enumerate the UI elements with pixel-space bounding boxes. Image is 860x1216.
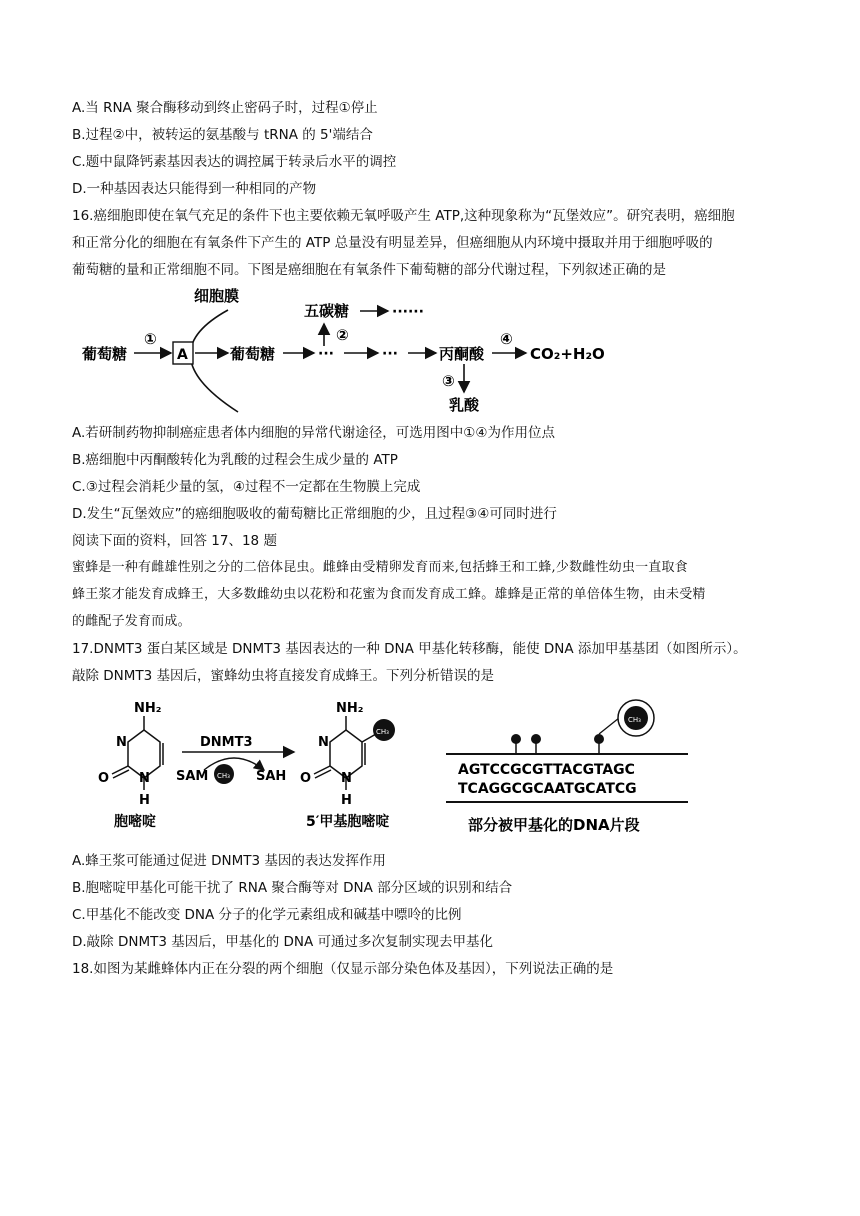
glucose-inside-label: 葡萄糖 <box>230 345 276 363</box>
cytosine-structure <box>112 716 163 790</box>
step-4-label: ④ <box>500 330 513 348</box>
step-2-label: ② <box>336 326 349 344</box>
passage-line1: 蜜蜂是一种有雌雄性别之分的二倍体昆虫。雌蜂由受精卵发育而来,包括蜂王和工蜂,少数雌性幼虫一直取食 <box>72 560 688 575</box>
o-right: O <box>300 771 312 786</box>
q17-option-b: B.胞嘧啶甲基化可能干扰了 RNA 聚合酶等对 DNA 部分区域的识别和结合 <box>72 880 513 896</box>
methyl-label-callout: CH₃ <box>628 716 641 724</box>
passage-line2: 蜂王浆才能发育成蜂王，大多数雌幼虫以花粉和花蜜为食而发育成工蜂。雄蜂是正常的单倍体生物，由未受精 <box>72 587 706 602</box>
q15-option-a: A.当 RNA 聚合酶移动到终止密码子时，过程①停止 <box>72 100 378 116</box>
enzyme-label: DNMT3 <box>200 735 253 750</box>
membrane-label: 细胞膜 <box>194 287 240 305</box>
q15-option-b: B.过程②中，被转运的氨基酸与 tRNA 的 5'端结合 <box>72 127 373 143</box>
h-left: H <box>139 793 150 808</box>
cytosine-label: 胞嘧啶 <box>114 814 156 830</box>
step-3-label: ③ <box>442 372 455 390</box>
carrier-label: A <box>177 347 188 363</box>
q17-option-d: D.敲除 DNMT3 基因后，甲基化的 DNA 可通过多次复制实现去甲基化 <box>72 934 494 950</box>
dna-fragment-caption: 部分被甲基化的DNA片段 <box>468 816 640 834</box>
passage-intro: 阅读下面的资料，回答 17、18 题 <box>72 533 277 549</box>
n-bottom-right: N <box>341 771 352 786</box>
q16-option-c: C.③过程会消耗少量的氢，④过程不一定都在生物膜上完成 <box>72 479 421 495</box>
glucose-metabolism-diagram <box>78 284 638 420</box>
q17-option-a: A.蜂王浆可能通过促进 DNMT3 基因的表达发挥作用 <box>72 853 386 869</box>
sah-label: SAH <box>256 769 287 784</box>
q16-option-d: D.发生“瓦堡效应”的癌细胞吸收的葡萄糖比正常细胞的少，且过程③④可同时进行 <box>72 506 557 522</box>
h-right: H <box>341 793 352 808</box>
q15-option-c: C.题中鼠降钙素基因表达的调控属于转录后水平的调控 <box>72 154 397 170</box>
methyl-label-sam: CH₃ <box>217 772 230 780</box>
cofactor-arc <box>204 758 264 770</box>
products-label: CO₂+H₂O <box>530 345 605 363</box>
glucose-outside-label: 葡萄糖 <box>82 345 128 363</box>
n-top-right: N <box>318 735 329 750</box>
step-1-label: ① <box>144 330 157 348</box>
q17-stem-line2: 敲除 DNMT3 基因后，蜜蜂幼虫将直接发育成蜂王。下列分析错误的是 <box>72 668 495 684</box>
sam-label: SAM <box>176 769 209 784</box>
passage-line3: 的雌配子发育而成。 <box>72 614 191 629</box>
q17-stem-line1: 17.DNMT3 蛋白某区域是 DNMT3 基因表达的一种 DNA 甲基化转移酶，能使 DNA 添加甲基基团（如图所示）。 <box>72 641 747 657</box>
pyruvate-label: 丙酮酸 <box>439 345 485 363</box>
dots-after-pentose: ······ <box>392 304 424 320</box>
q16-option-a: A.若研制药物抑制癌症患者体内细胞的异常代谢途径，可选用图中①④为作用位点 <box>72 425 555 441</box>
q18-stem: 18.如图为某雌蜂体内正在分裂的两个细胞（仅显示部分染色体及基因），下列说法正确的是 <box>72 961 614 977</box>
dots-middle-2: ··· <box>382 346 398 362</box>
q16-option-b: B.癌细胞中丙酮酸转化为乳酸的过程会生成少量的 ATP <box>72 452 398 468</box>
n-bottom-left: N <box>139 771 150 786</box>
q16-stem-line1: 16.癌细胞即使在氧气充足的条件下也主要依赖无氧呼吸产生 ATP,这种现象称为“瓦堡效应”。研究表明，癌细胞 <box>72 208 735 224</box>
dna-bottom-strand: TCAGGCGCAATGCATCG <box>458 781 637 797</box>
o-left: O <box>98 771 110 786</box>
n-top-left: N <box>116 735 127 750</box>
dna-top-strand: AGTCCGCGTTACGTAGC <box>458 762 635 778</box>
nh2-left: NH₂ <box>134 701 162 716</box>
methylcytosine-label: 5′甲基胞嘧啶 <box>306 814 390 830</box>
lactate-label: 乳酸 <box>449 396 480 414</box>
q15-option-d: D.一种基因表达只能得到一种相同的产物 <box>72 181 317 197</box>
dna-methylation-diagram <box>84 694 704 844</box>
methyl-label-attached: CH₃ <box>376 728 389 736</box>
dots-middle-1: ··· <box>318 346 334 362</box>
pentose-label: 五碳糖 <box>304 302 350 320</box>
q16-stem-line2: 和正常分化的细胞在有氧条件下产生的 ATP 总量没有明显差异，但癌细胞从内环境中摄取并用于细胞呼吸的 <box>72 235 713 251</box>
q17-option-c: C.甲基化不能改变 DNA 分子的化学元素组成和碱基中嘌呤的比例 <box>72 907 462 923</box>
q16-stem-line3: 葡萄糖的量和正常细胞不同。下图是癌细胞在有氧条件下葡萄糖的部分代谢过程，下列叙述正确的是 <box>72 262 666 278</box>
nh2-right: NH₂ <box>336 701 364 716</box>
